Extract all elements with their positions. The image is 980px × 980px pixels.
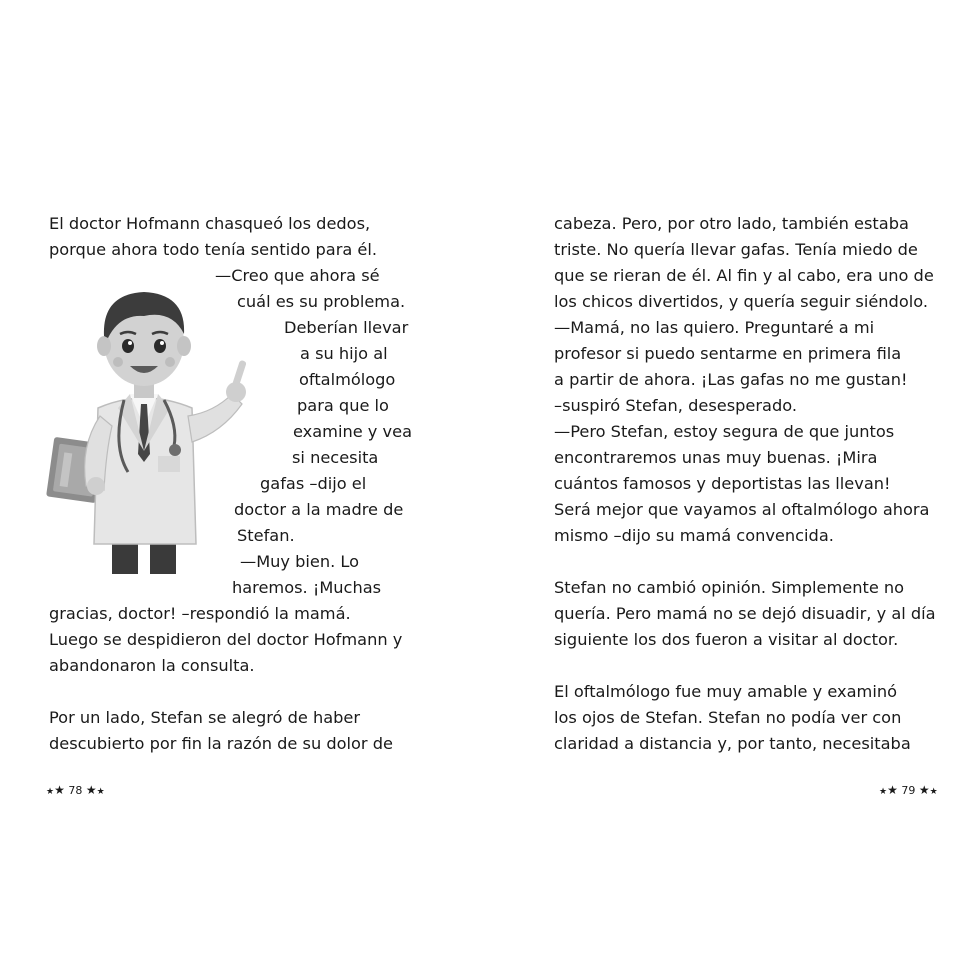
- text-line: Stefan.: [237, 526, 295, 545]
- text-line: siguiente los dos fueron a visitar al doctor.: [554, 630, 899, 649]
- star-icon: ★: [929, 787, 938, 797]
- text-line: El oftalmólogo fue muy amable y examinó: [554, 682, 897, 701]
- text-line: oftalmólogo: [299, 370, 396, 389]
- text-line: los ojos de Stefan. Stefan no podía ver con: [554, 708, 902, 727]
- text-line: profesor si puedo sentarme en primera fila: [554, 344, 902, 363]
- text-line: mismo –dijo su mamá convencida.: [554, 526, 834, 545]
- text-line: gracias, doctor! –respondió la mamá.: [49, 604, 351, 623]
- text-line: a su hijo al: [300, 344, 388, 363]
- text-line: porque ahora todo tenía sentido para él.: [49, 240, 378, 259]
- star-icon: ★: [54, 783, 65, 797]
- doctor-illustration: [46, 276, 246, 576]
- text-line: si necesita: [292, 448, 379, 467]
- text-line: —Mamá, no las quiero. Preguntaré a mi: [554, 318, 875, 337]
- star-icon: ★: [879, 787, 888, 797]
- text-line: examine y vea: [293, 422, 412, 441]
- page-number-right: [879, 782, 938, 800]
- text-line: —Muy bien. Lo: [240, 552, 360, 571]
- text-line: Deberían llevar: [284, 318, 409, 337]
- text-line: para que lo: [297, 396, 389, 415]
- text-line: El doctor Hofmann chasqueó los dedos,: [49, 214, 371, 233]
- text-line: cabeza. Pero, por otro lado, también estaba: [554, 214, 909, 233]
- text-line: Será mejor que vayamos al oftalmólogo ahora: [554, 500, 930, 519]
- text-line: cuántos famosos y deportistas las llevan!: [554, 474, 891, 493]
- text-line: —Creo que ahora sé: [215, 266, 380, 285]
- text-line: claridad a distancia y, por tanto, necesitaba: [554, 734, 911, 753]
- star-icon: ★: [46, 787, 55, 797]
- star-icon: ★: [96, 787, 105, 797]
- text-line: abandonaron la consulta.: [49, 656, 255, 675]
- text-line: doctor a la madre de: [234, 500, 404, 519]
- star-icon: ★: [887, 783, 898, 797]
- text-line: haremos. ¡Muchas: [232, 578, 382, 597]
- text-line: triste. No quería llevar gafas. Tenía miedo de: [554, 240, 918, 259]
- text-line: Stefan no cambió opinión. Simplemente no: [554, 578, 905, 597]
- page-number: 78: [68, 784, 83, 797]
- text-line: que se rieran de él. Al fin y al cabo, era uno de: [554, 266, 934, 285]
- text-line: Por un lado, Stefan se alegró de haber: [49, 708, 361, 727]
- text-line: encontraremos unas muy buenas. ¡Mira: [554, 448, 878, 467]
- text-line: —Pero Stefan, estoy segura de que juntos: [554, 422, 895, 441]
- text-line: gafas –dijo el: [260, 474, 367, 493]
- star-icon: ★: [918, 783, 930, 797]
- right-page: [490, 0, 980, 980]
- text-line: –suspiró Stefan, desesperado.: [554, 396, 798, 415]
- page-number-left: [46, 782, 105, 800]
- text-line: descubierto por fin la razón de su dolor de: [49, 734, 393, 753]
- text-line: cuál es su problema.: [237, 292, 406, 311]
- star-icon: ★: [85, 783, 97, 797]
- text-line: a partir de ahora. ¡Las gafas no me gustan!: [554, 370, 908, 389]
- text-line: Luego se despidieron del doctor Hofmann y: [49, 630, 403, 649]
- text-line: los chicos divertidos, y quería seguir siéndolo.: [554, 292, 928, 311]
- text-line: quería. Pero mamá no se dejó disuadir, y al día: [554, 604, 936, 623]
- page-number: 79: [901, 784, 916, 797]
